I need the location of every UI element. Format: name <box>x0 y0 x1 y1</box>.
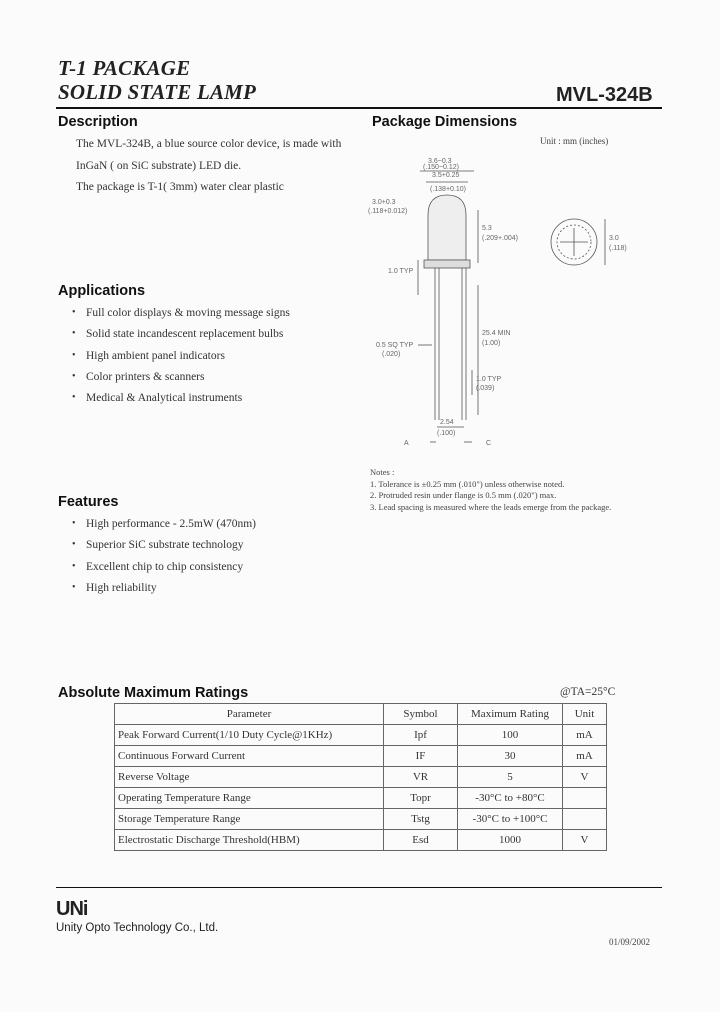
symbol-cell: Ipf <box>384 725 458 746</box>
list-item: • High reliability <box>72 582 362 603</box>
ratings-condition: @TA=25°C <box>560 686 616 698</box>
applications-heading: Applications <box>58 283 146 299</box>
package-drawing <box>340 145 640 455</box>
note-item: 1. Tolerance is ±0.25 mm (.010") unless otherwise noted. <box>370 478 565 489</box>
symbol-cell: Topr <box>384 788 458 809</box>
dim-label: (.118) <box>609 245 627 252</box>
applications-list <box>72 307 362 413</box>
symbol-cell: IF <box>384 746 458 767</box>
description-line: The MVL-324B, a blue source color device, is made with <box>76 138 342 150</box>
symbol-cell: VR <box>384 767 458 788</box>
unit-cell: V <box>563 830 607 851</box>
rating-cell: 1000 <box>458 830 563 851</box>
unit-note: Unit : mm (inches) <box>540 136 609 146</box>
description-line: The package is T-1( 3mm) water clear plastic <box>76 181 284 193</box>
list-item: • Full color displays & moving message signs <box>72 307 362 328</box>
list-item: • Solid state incandescent replacement bulbs <box>72 328 362 349</box>
description-heading: Description <box>58 114 138 130</box>
unit-cell <box>563 788 607 809</box>
description-text <box>76 134 366 199</box>
unit-cell: mA <box>563 746 607 767</box>
table-row <box>115 788 607 809</box>
anode-label: A <box>404 440 409 447</box>
unit-cell: mA <box>563 725 607 746</box>
parameter-cell: Operating Temperature Range <box>115 788 384 809</box>
dim-label: (.150~0.12) <box>423 164 459 171</box>
dim-label: (.138+0.10) <box>430 186 466 193</box>
dim-label: 0.5 SQ TYP <box>376 342 414 349</box>
table-row <box>115 830 607 851</box>
dim-label: 3.0+0.3 <box>372 199 396 206</box>
title-line-1: T-1 PACKAGE <box>58 56 191 80</box>
description-line: InGaN ( on SiC substrate) LED die. <box>76 159 242 172</box>
dim-label: 2.54 <box>440 419 454 426</box>
document-date: 01/09/2002 <box>609 937 651 947</box>
notes-title: Notes : <box>370 467 395 477</box>
dim-label: (.020) <box>382 351 401 358</box>
dim-label: (.209+.004) <box>482 235 518 242</box>
table-row <box>115 746 607 767</box>
rating-cell: -30°C to +80°C <box>458 788 563 809</box>
dim-label: 5.3 <box>482 225 492 232</box>
dim-label: 3.6~0.3 <box>428 158 452 165</box>
column-header: Symbol <box>384 704 458 725</box>
footer-rule <box>56 887 662 888</box>
rating-cell: 30 <box>458 746 563 767</box>
company-name: Unity Opto Technology Co., Ltd. <box>56 922 219 934</box>
note-item: 3. Lead spacing is measured where the leads emerge from the package. <box>370 501 612 512</box>
rating-cell: 100 <box>458 725 563 746</box>
table-header-row <box>115 704 607 725</box>
note-item: 2. Protruded resin under flange is 0.5 mm (.020") max. <box>370 490 557 500</box>
cathode-label: C <box>486 440 492 447</box>
dim-label: 3.5+0.25 <box>432 172 460 179</box>
title-line-2: SOLID STATE LAMP <box>58 80 257 104</box>
features-list <box>72 518 362 603</box>
unit-cell: V <box>563 767 607 788</box>
dim-label: 1.0 TYP <box>476 376 502 383</box>
dim-label: (.100) <box>437 430 456 437</box>
column-header: Parameter <box>115 704 384 725</box>
table-row <box>115 725 607 746</box>
column-header: Unit <box>563 704 607 725</box>
dim-label: (1.00) <box>482 340 501 347</box>
dimension-notes <box>370 467 660 513</box>
ratings-table <box>114 703 607 851</box>
dim-label: (.039) <box>476 385 495 392</box>
package-dimensions-heading: Package Dimensions <box>372 114 518 130</box>
part-number: MVL-324B <box>556 84 653 106</box>
header-rule <box>56 107 662 109</box>
list-item: • Medical & Analytical instruments <box>72 392 362 413</box>
parameter-cell: Peak Forward Current(1/10 Duty Cycle@1KHz) <box>115 725 384 746</box>
parameter-cell: Storage Temperature Range <box>115 809 384 830</box>
table-row <box>115 809 607 830</box>
list-item: • Excellent chip to chip consistency <box>72 561 362 582</box>
parameter-cell: Electrostatic Discharge Threshold(HBM) <box>115 830 384 851</box>
symbol-cell: Tstg <box>384 809 458 830</box>
company-logo: UNi <box>56 898 88 920</box>
list-item: • Color printers & scanners <box>72 371 362 392</box>
dim-label: 1.0 TYP <box>388 268 414 275</box>
list-item: • High ambient panel indicators <box>72 350 362 371</box>
column-header: Maximum Rating <box>458 704 563 725</box>
parameter-cell: Continuous Forward Current <box>115 746 384 767</box>
rating-cell: -30°C to +100°C <box>458 809 563 830</box>
list-item: • Superior SiC substrate technology <box>72 539 362 560</box>
list-item: • High performance - 2.5mW (470nm) <box>72 518 362 539</box>
symbol-cell: Esd <box>384 830 458 851</box>
parameter-cell: Reverse Voltage <box>115 767 384 788</box>
ratings-heading: Absolute Maximum Ratings <box>58 685 249 701</box>
table-row <box>115 767 607 788</box>
dim-label: 3.0 <box>609 235 619 242</box>
rating-cell: 5 <box>458 767 563 788</box>
unit-cell <box>563 809 607 830</box>
features-heading: Features <box>58 494 119 510</box>
dim-label: 25.4 MIN <box>482 330 511 337</box>
dim-label: (.118+0.012) <box>368 208 408 215</box>
